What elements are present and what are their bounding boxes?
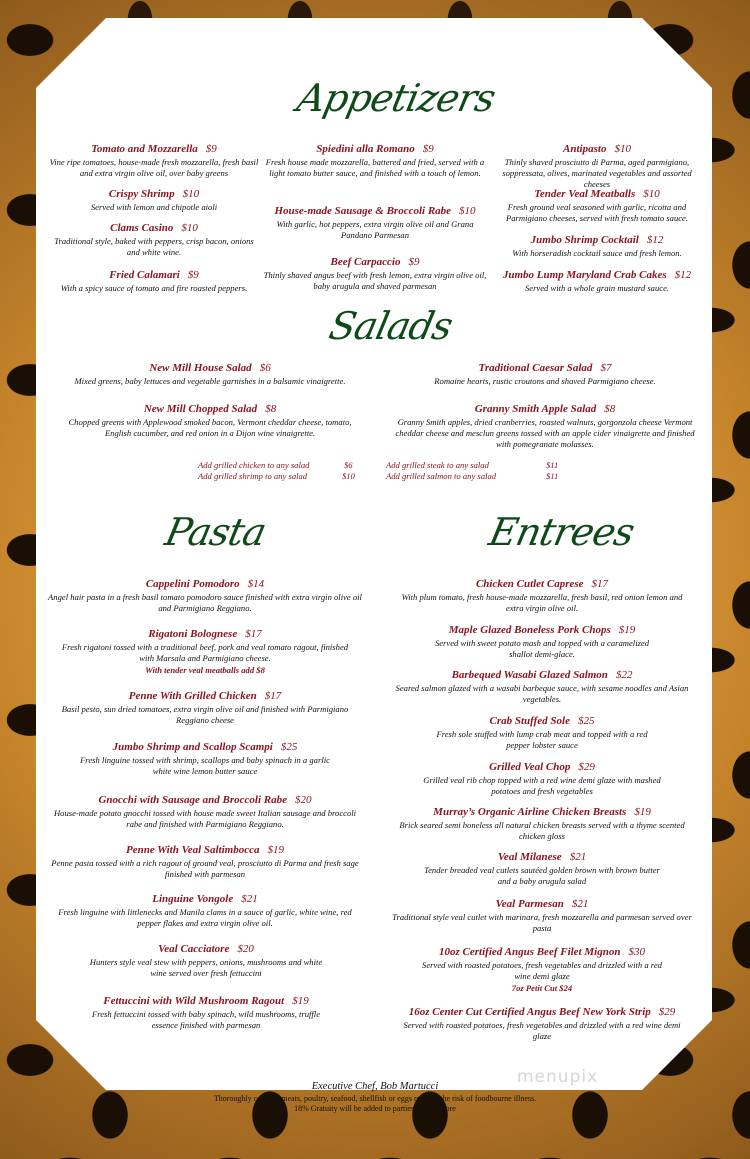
salad-addon-price: $6 [344,460,353,470]
heading-pasta: Pasta [161,510,270,554]
menu-item: 16oz Center Cut Certified Angus Beef New York Strip $29 Served with roasted potatoes, fresh vegetables and drizzled with a red wine demi glaze [403,1006,681,1041]
menu-item: Beef Carpaccio $9 Thinly shaved angus beef with fresh lemon, extra virgin olive oil, baby arugula and shaved parmesan [263,256,487,291]
menu-item: Veal Cacciatore $20 Hunters style veal stew with peppers, onions, mushrooms and white wine served over fresh fettuccini [89,943,323,978]
menu-item: Gnocchi with Sausage and Broccoli Rabe $20 House-made potato gnocchi tossed with house made sweet Italian sausage and broccoli rabe and finished with Parmigiano Reggiano. [53,794,357,829]
executive-chef: Executive Chef, Bob Martucci [311,1081,439,1092]
menu-item: Clams Casino $10 Traditional style, baked with peppers, crisp bacon, onions and white wine. [54,222,254,257]
menu-item: Granny Smith Apple Salad $8 Granny Smith apples, dried cranberries, roasted walnuts, gorgonzola cheese Vermont cheddar cheese and mesclun greens tossed with an apple cider vinaigrette and finished with pomegranate molasses. [395,403,695,449]
menu-item: Grilled Veal Chop $29 Grilled veal rib chop topped with a red wine demi glaze with mashed potatoes and fresh vegetables [423,761,661,796]
menu-item: Penne With Grilled Chicken $17 Basil pesto, sun dried tomatoes, extra virgin olive oil and finished with Parmigiano Reggiano cheese [61,690,349,725]
menu-item: Penne With Veal Saltimbocca $19 Penne pasta tossed with a rich ragout of ground veal, prosciutto di Parma and fresh sage finished with parmesan [51,844,359,879]
menu-item: Veal Parmesan $21 Traditional style veal cutlet with marinara, fresh mozzarella and parmesan served over pasta [392,898,692,933]
menu-item: Maple Glazed Boneless Pork Chops $19 Served with sweet potato mash and topped with a caramelized shallot demi-glace. [434,624,650,659]
salad-addon-price: $10 [342,471,355,481]
menu-item: Crab Stuffed Sole $25 Fresh sole stuffed with lump crab meat and topped with a red pepper lobster sauce [436,715,648,750]
heading-appetizers: Appetizers [293,76,499,120]
menu-item: Spiedini alla Romano $9 Fresh house made mozzarella, battered and fried, served with a light tomato butter sauce, and finished with a touch of lemon. [265,143,485,178]
salad-addon: Add grilled steak to any salad [386,460,489,470]
menu-item: Tomato and Mozzarella $9 Vine ripe tomatoes, house-made fresh mozzarella, fresh basil and extra virgin olive oil, over baby greens [49,143,259,178]
menu-item: Antipasto $10 Thinly shaved prosciutto di Parma, aged parmigiano, soppressata, olives, marinated vegetables and assorted cheeses [502,143,692,189]
menu-item: 10oz Certified Angus Beef Filet Mignon $30 Served with roasted potatoes, fresh vegetables and drizzled with a red wine demi glaze 7oz Petit Cut $24 [422,946,662,993]
salad-addon: Add grilled shrimp to any salad [198,471,308,481]
menu-item: Barbequed Wasabi Glazed Salmon $22 Seared salmon glazed with a wasabi barbeque sauce, with sesame noodles and Asian vegetables. [395,669,689,704]
heading-salads: Salads [325,304,457,348]
menu-item: Chicken Cutlet Caprese $17 With plum tomato, fresh house-made mozzarella, fresh basil, red onion lemon and extra virgin olive oil. [401,578,683,613]
salad-addon-price: $11 [546,471,559,481]
menu-item: House-made Sausage & Broccoli Rabe $10 With garlic, hot peppers, extra virgin olive oil and Grana Pandano Parmesan [274,205,476,240]
salad-addon: Add grilled chicken to any salad [198,460,310,470]
menu-item: Jumbo Lump Maryland Crab Cakes $12 Served with a whole grain mustard sauce. [502,269,692,293]
menu-item: Crispy Shrimp $10 Served with lemon and chipotle aioli [90,188,218,212]
menu-item: Jumbo Shrimp and Scallop Scampi $25 Fresh linguine tossed with shrimp, scallops and baby spinach in a garlic white wine lemon butter sauce [80,741,330,776]
salad-addon-price: $11 [546,460,559,470]
menu-item: Traditional Caesar Salad $7 Romaine hearts, rustic croutons and shaved Parmigiano cheese. [434,362,656,386]
menu-item: Veal Milanese $21 Tender breaded veal cutlets sautéed golden brown with brown butter and a baby arugula salad [424,851,660,886]
menu-item: Murray’s Organic Airline Chicken Breasts $19 Brick seared semi boneless all natural chicken breasts served with a thyme scented chicken gloss [399,806,685,841]
food-safety-notice: Thoroughly cooking meats, poultry, seafood, shellfish or eggs reduces the risk of foodbourne illness. [213,1094,537,1103]
heading-entrees: Entrees [485,510,638,554]
menu-item: Fried Calamari $9 With a spicy sauce of tomato and fire roasted peppers. [60,269,248,293]
menu-item: Jumbo Shrimp Cocktail $12 With horseradish cocktail sauce and fresh lemon. [512,234,682,258]
menu-item: Linguine Vongole $21 Fresh linguine with littlenecks and Manila clams in a sauce of garlic, white wine, red pepper flakes and extra virgin olive oil. [58,893,352,928]
menu-item: Cappelini Pomodoro $14 Angel hair pasta in a fresh basil tomato pomodoro sauce finished with extra virgin olive oil and Parmigiano Reggiano. [48,578,362,613]
menu-item: Rigatoni Bolognese $17 Fresh rigatoni tossed with a traditional beef, pork and veal tomato ragout, finished with Marsala and Parmigiano cheese. With tender veal meatballs add $8 [61,628,349,675]
menu-item: New Mill Chopped Salad $8 Chopped greens with Applewood smoked bacon, Vermont cheddar cheese, tomato, English cucumber, and red onion in a Dijon wine vinaigrette. [68,403,352,438]
menu-item: Fettuccini with Wild Mushroom Ragout $19 Fresh fettuccini tossed with baby spinach, wild mushrooms, truffle essence finished with parmesan [91,995,321,1030]
salad-addon: Add grilled salmon to any salad [386,471,497,481]
menu-item: Tender Veal Meatballs $10 Fresh ground veal seasoned with garlic, ricotta and Parmigiano cheeses, served with fresh tomato sauce. [505,188,689,223]
gratuity-notice: 18% Gratuity will be added to parties of 6 or more [294,1104,456,1113]
menupix-watermark: menupix [517,1067,599,1087]
menu-item: New Mill House Salad $6 Mixed greens, baby lettuces and vegetable garnishes in a balsamic vinaigrette. [74,362,346,386]
